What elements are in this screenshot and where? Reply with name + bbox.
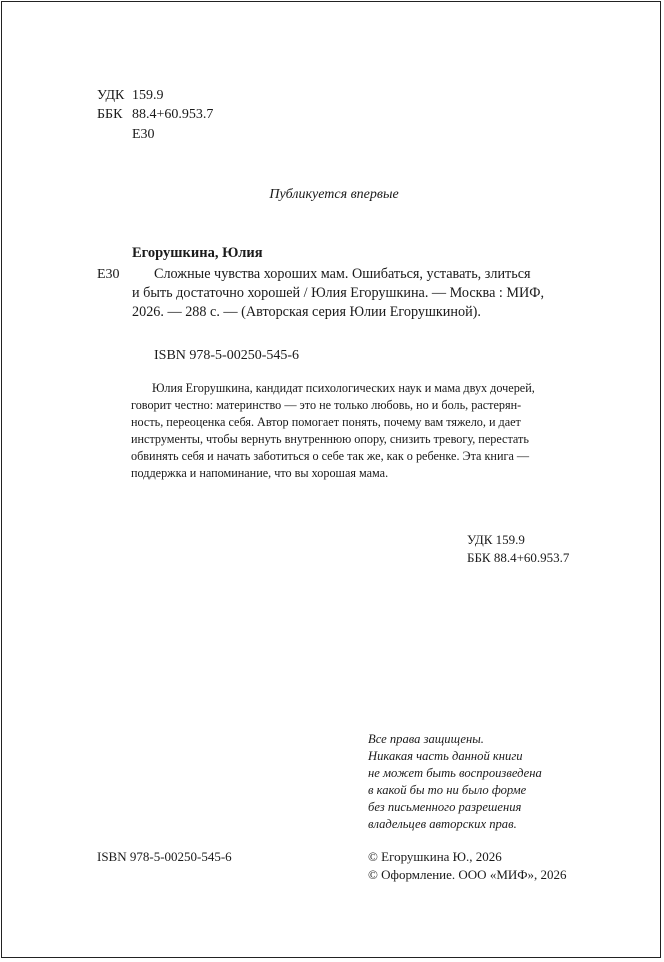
footer-copyright-design: © Оформление. ООО «МИФ», 2026 — [368, 867, 567, 882]
abstract-line-1: Юлия Егорушкина, кандидат психологических наук и мама двух дочерей, — [152, 381, 535, 395]
rights-line-6: владельцев авторских прав. — [368, 817, 517, 831]
catalog-line-3: 2026. — 288 с. — (Авторская серия Юлии Егорушкиной). — [132, 304, 481, 320]
udk-value: 159.9 — [132, 88, 164, 103]
first-published-note: Публикуется впервые — [269, 187, 399, 202]
catalog-isbn: ISBN 978-5-00250-545-6 — [154, 348, 300, 363]
abstract-line-4: инструменты, чтобы вернуть внутреннюю опору, снизить тревогу, перестать — [131, 432, 529, 446]
rights-line-5: без письменного разрешения — [368, 800, 522, 814]
rights-line-3: не может быть воспроизведена — [368, 766, 542, 780]
rights-line-1: Все права защищены. — [368, 732, 484, 746]
author-mark: Е30 — [132, 127, 155, 142]
catalog-line-2: и быть достаточно хорошей / Юлия Егорушкина. — Москва : МИФ, — [132, 285, 545, 301]
copyright-page — [1, 1, 661, 958]
abstract-line-3: ность, переоценка себя. Автор помогает понять, почему вам тяжело, и дает — [131, 415, 521, 429]
rights-line-2: Никакая часть данной книги — [368, 749, 523, 763]
bottom-bbk: ББК 88.4+60.953.7 — [467, 550, 570, 565]
catalog-mark: Е30 — [97, 267, 120, 282]
abstract-line-6: поддержка и напоминание, что вы хорошая мама. — [131, 466, 389, 480]
footer-isbn: ISBN 978-5-00250-545-6 — [97, 849, 232, 864]
bottom-udk: УДК 159.9 — [467, 532, 525, 547]
bbk-value: 88.4+60.953.7 — [132, 107, 214, 122]
bbk-label: ББК — [97, 107, 123, 122]
catalog-author: Егорушкина, Юлия — [132, 245, 263, 261]
footer-copyright-author: © Егорушкина Ю., 2026 — [368, 849, 502, 864]
rights-line-4: в какой бы то ни было форме — [368, 783, 527, 797]
catalog-line-1: Сложные чувства хороших мам. Ошибаться, уставать, злиться — [154, 266, 531, 282]
udk-label: УДК — [97, 88, 125, 103]
abstract-line-5: обвинять себя и начать заботиться о себе так же, как о ребенке. Эта книга — — [131, 449, 530, 463]
abstract-line-2: говорит честно: материнство — это не только любовь, но и боль, растерян- — [131, 398, 522, 412]
